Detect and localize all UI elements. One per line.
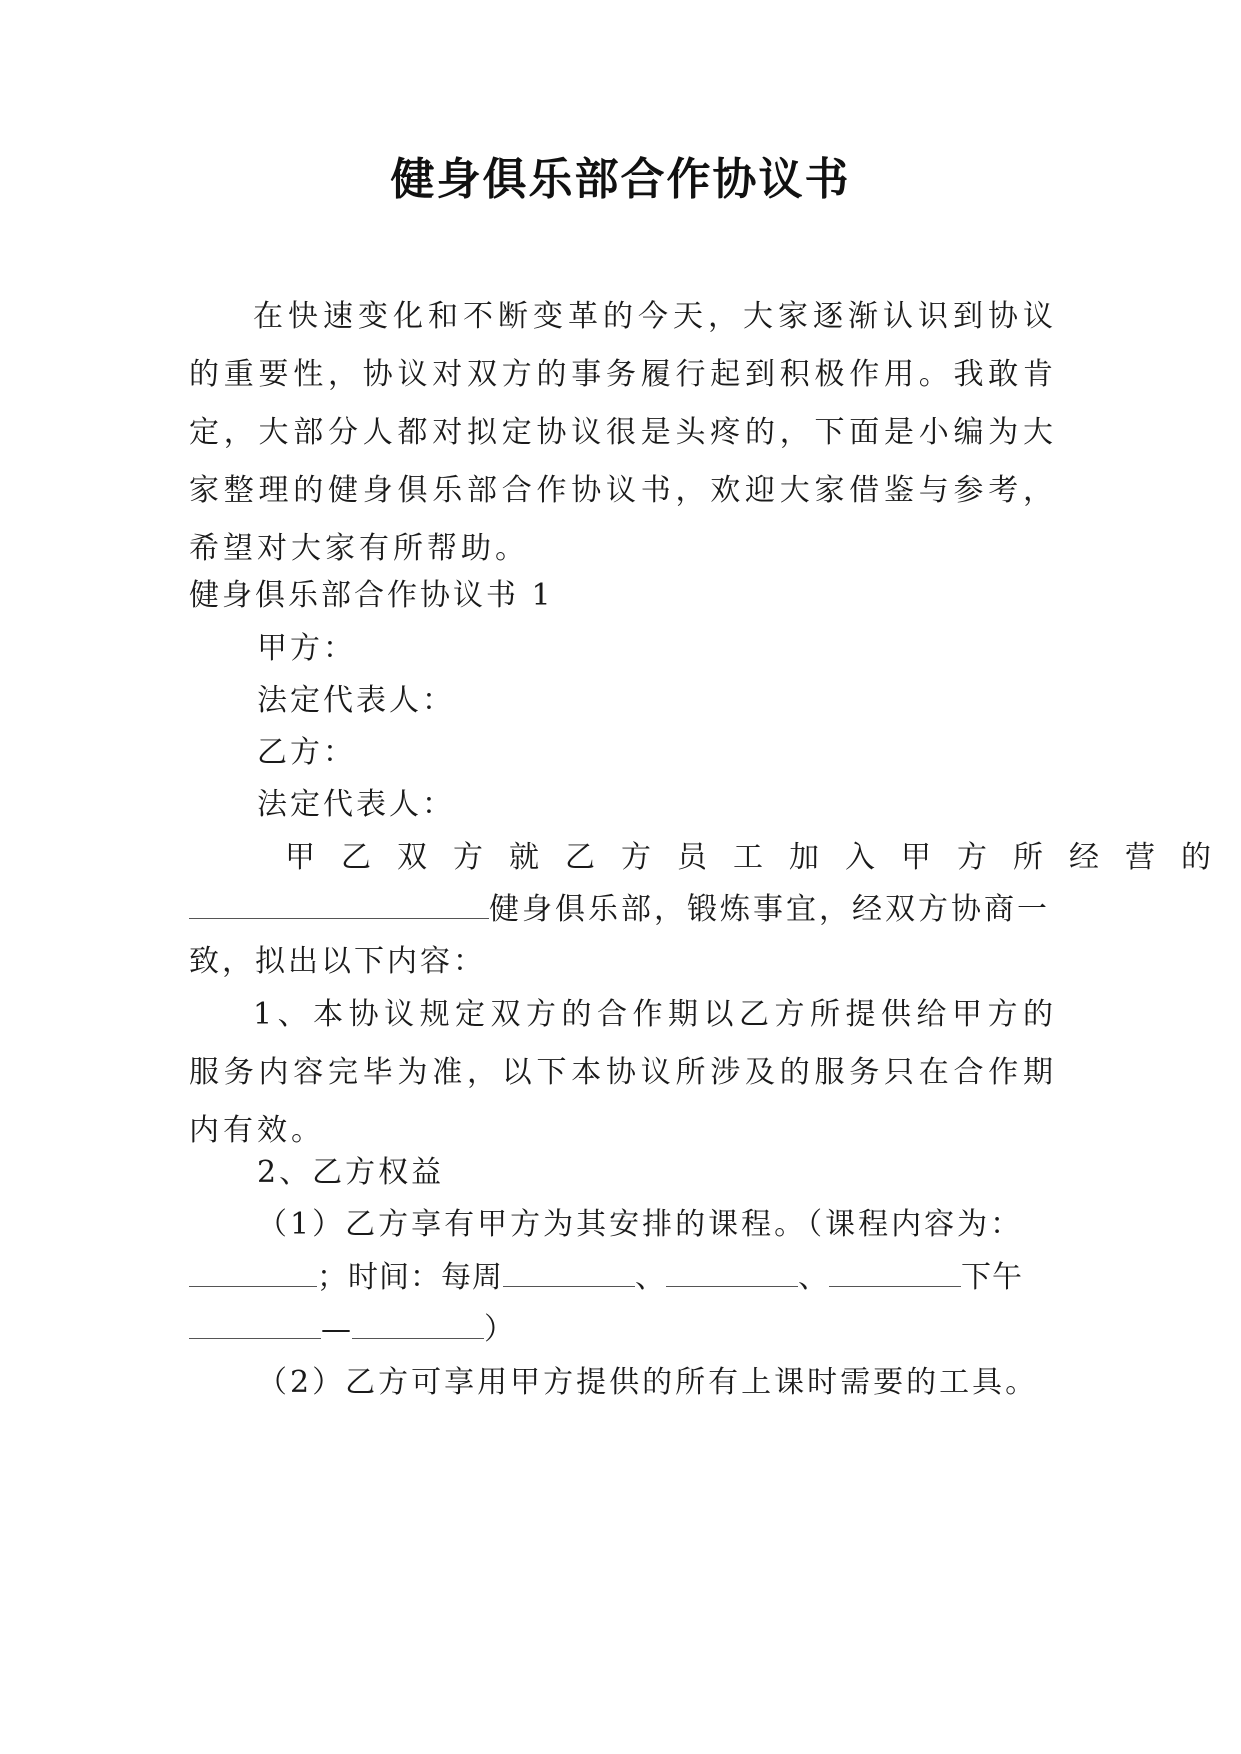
weekday-blank-2[interactable] <box>666 1264 798 1287</box>
party-b-rep-label: 法定代表人： <box>257 787 455 822</box>
clause-2-1-line-1: （1）乙方享有甲方为其安排的课程。（课程内容为： <box>257 1207 1024 1242</box>
intro-paragraph <box>189 288 1057 578</box>
separator-1: 、 <box>635 1260 666 1295</box>
clause-2-2: （2）乙方可享用甲方提供的所有上课时需要的工具。 <box>257 1365 1039 1400</box>
closing-paren: ） <box>484 1312 515 1347</box>
clause-2-1-line-2 <box>189 1249 1057 1307</box>
weekday-blank-3[interactable] <box>829 1264 961 1287</box>
agreement-line-3: 致，拟出以下内容： <box>189 944 486 979</box>
course-content-blank[interactable] <box>189 1264 317 1287</box>
clause-1: 1、本协议规定双方的合作期以乙方所提供给甲方的服务内容完毕为准，以下本协议所涉及的服务只在合作期内有效。 <box>189 997 1057 1148</box>
intro-text: 在快速变化和不断变革的今天，大家逐渐认识到协议的重要性，协议对双方的事务履行起到积极作用。我敢肯定，大部分人都对拟定协议很是头疼的，下面是小编为大家整理的健身俱乐部合作协议书，欢迎大家借鉴与参考，希望对大家有所帮助。 <box>189 299 1057 566</box>
section-title: 健身俱乐部合作协议书 1 <box>189 578 554 613</box>
party-b-label: 乙方： <box>257 735 356 770</box>
time-dash: — <box>321 1312 352 1347</box>
clause-2-1-line-3 <box>189 1301 1057 1359</box>
end-time-blank[interactable] <box>352 1316 484 1339</box>
clause-2-heading: 2、乙方权益 <box>257 1155 445 1190</box>
document-title: 健身俱乐部合作协议书 <box>390 154 851 205</box>
party-a-rep-label: 法定代表人： <box>257 683 455 718</box>
weekday-blank-1[interactable] <box>503 1264 635 1287</box>
afternoon-label: 下午 <box>961 1260 1023 1295</box>
agreement-line-2 <box>189 881 1057 939</box>
agreement-line-2-text: 健身俱乐部，锻炼事宜，经双方协商一 <box>489 892 1050 927</box>
start-time-blank[interactable] <box>189 1316 321 1339</box>
agreement-line-1: 甲乙双方就乙方员工加入甲方所经营的 <box>285 840 1237 875</box>
party-a-label: 甲方： <box>257 631 356 666</box>
time-label: ；时间：每周 <box>317 1260 503 1295</box>
club-name-blank[interactable] <box>189 896 489 919</box>
separator-2: 、 <box>798 1260 829 1295</box>
